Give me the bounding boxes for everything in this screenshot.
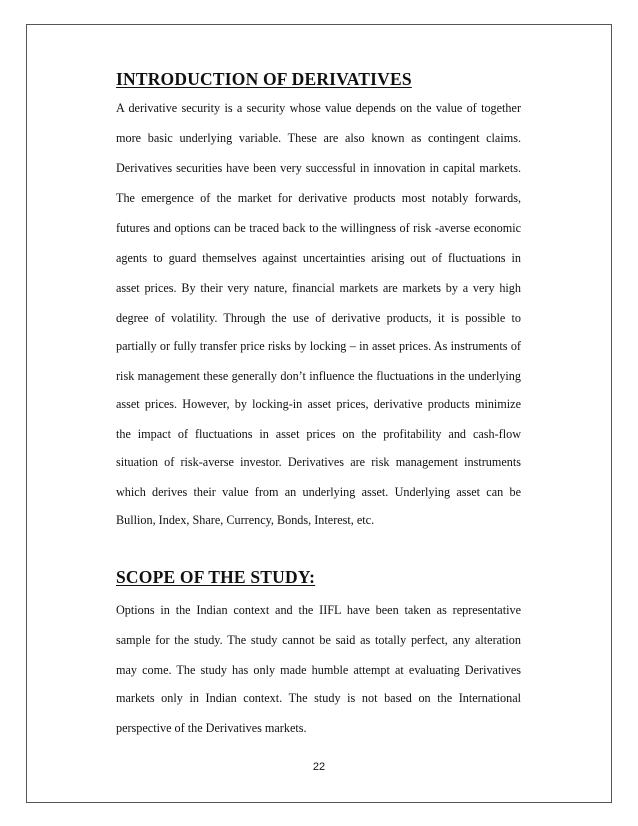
introduction-heading: INTRODUCTION OF DERIVATIVES — [116, 69, 412, 89]
intro-line: risk management these generally don’t influence the fluctuations in the underlying — [116, 369, 521, 383]
scope-line: Options in the Indian context and the IIFL have been taken as representative — [116, 603, 521, 617]
intro-line: Derivatives securities have been very successful in innovation in capital markets. — [116, 161, 521, 175]
intro-line: which derives their value from an underlying asset. Underlying asset can be — [116, 485, 521, 499]
intro-line: more basic underlying variable. These are also known as contingent claims. — [116, 131, 521, 145]
page-number: 22 — [312, 761, 326, 773]
intro-line: situation of risk-averse investor. Derivatives are risk management instruments — [116, 455, 521, 469]
scope-line: sample for the study. The study cannot be said as totally perfect, any alteration — [116, 633, 521, 647]
intro-line: futures and options can be traced back to the willingness of risk -averse economic — [116, 221, 521, 235]
intro-line: asset prices. By their very nature, financial markets are markets by a very high — [116, 281, 521, 295]
scope-line: markets only in Indian context. The study is not based on the International — [116, 691, 521, 705]
scope-line: may come. The study has only made humble attempt at evaluating Derivatives — [116, 663, 521, 677]
intro-line: Bullion, Index, Share, Currency, Bonds, Interest, etc. — [116, 513, 375, 527]
intro-line: degree of volatility. Through the use of derivative products, it is possible to — [116, 311, 521, 325]
scope-line: perspective of the Derivatives markets. — [116, 721, 307, 735]
scope-heading: SCOPE OF THE STUDY: — [116, 567, 316, 587]
intro-line: agents to guard themselves against uncertainties arising out of fluctuations in — [116, 251, 521, 265]
intro-line: the impact of fluctuations in asset prices on the profitability and cash-flow — [116, 427, 521, 441]
intro-line: asset prices. However, by locking-in asset prices, derivative products minimize — [116, 397, 521, 411]
intro-line: partially or fully transfer price risks by locking – in asset prices. As instruments of — [116, 339, 521, 353]
intro-line: The emergence of the market for derivative products most notably forwards, — [116, 191, 521, 205]
intro-line: A derivative security is a security whose value depends on the value of together — [116, 101, 521, 115]
